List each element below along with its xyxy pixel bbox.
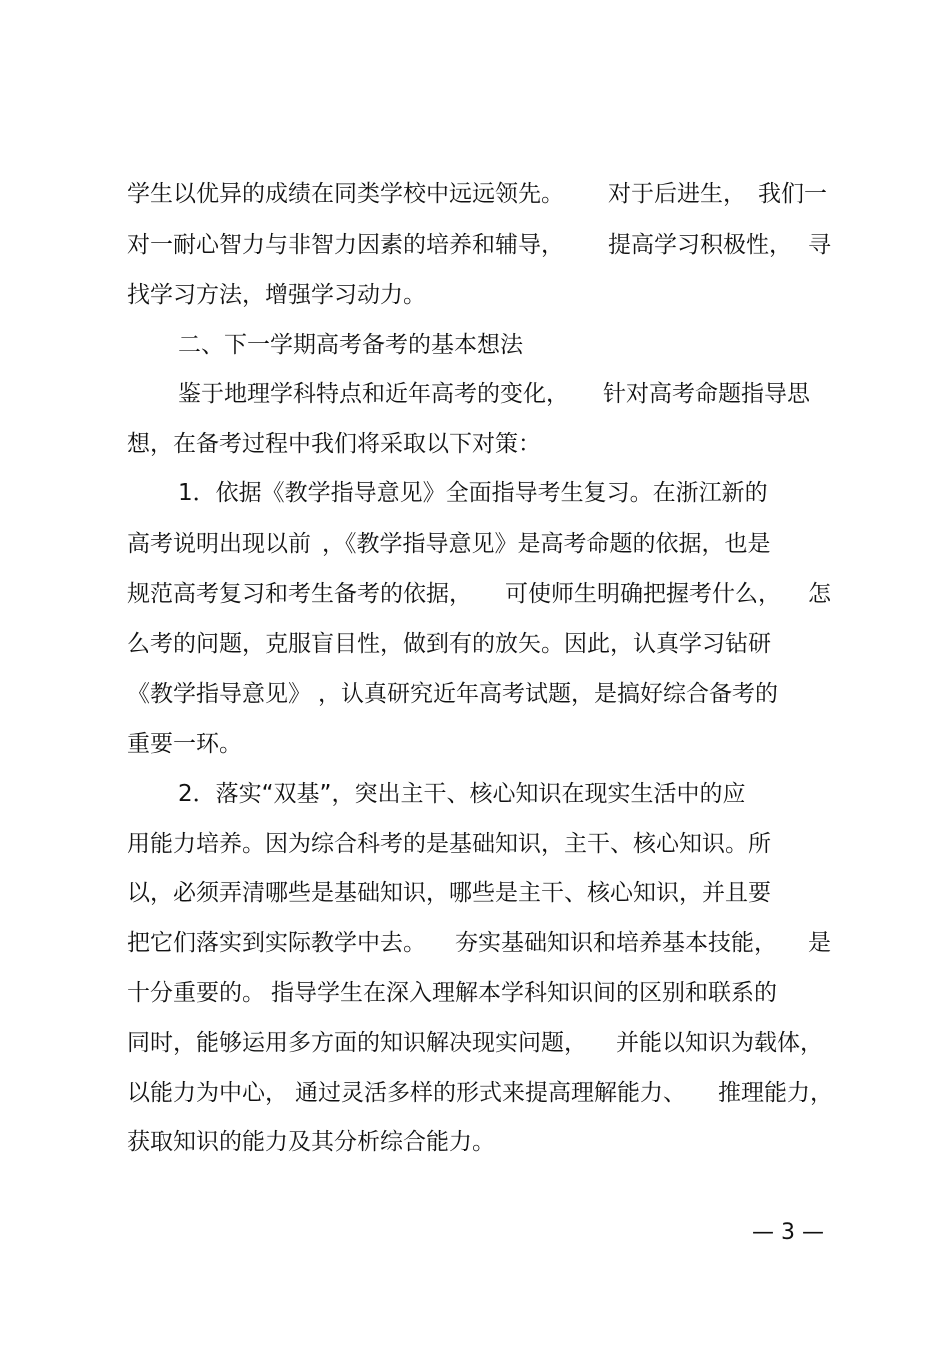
text-segment: 对一耐心智力与非智力因素的培养和辅导， [127, 232, 564, 258]
text-line [0, 626, 950, 662]
text-segment: 以，必须弄清哪些是基础知识，哪些是主干、核心知识，并且要 [127, 880, 771, 906]
text-segment: 并能以知识为载体， [616, 1030, 823, 1056]
text-segment: 规范高考复习和考生备考的依据， [127, 581, 472, 607]
text-line [0, 426, 950, 462]
text-segment: 《教学指导意见》 [127, 681, 311, 707]
text-segment: 鉴于地理学科特点和近年高考的变化， [178, 381, 569, 407]
text-line [0, 576, 950, 612]
text-segment: 用能力培养。因为综合科考的是基础知识，主干、核心知识。所 [127, 831, 771, 857]
text-segment: ，《教学指导意见》是高考命题的依据，也是 [322, 531, 771, 557]
text-segment: 是 [808, 930, 831, 956]
text-line [0, 826, 950, 862]
text-segment: 我们一 [758, 181, 827, 207]
text-line [0, 676, 950, 712]
text-segment: 想，在备考过程中我们将采取以下对策： [127, 431, 541, 457]
text-segment: 提高学习积极性， [608, 232, 792, 258]
section-heading [0, 327, 950, 363]
text-segment: 寻 [808, 232, 831, 258]
page-number: — 3 — [752, 1220, 824, 1245]
text-line [0, 1124, 950, 1160]
text-line [0, 1075, 950, 1111]
text-segment: 高考说明出现以前 [127, 531, 311, 557]
text-line [0, 1025, 950, 1061]
text-segment: 学生以优异的成绩在同类学校中远远领先。 [127, 181, 564, 207]
text-segment: 针对高考命题指导思 [603, 381, 810, 407]
text-segment: 通过灵活多样的形式来提高理解能力、 [295, 1080, 686, 1106]
text-segment: 指导学生在深入理解本学科知识间的区别和联系的 [271, 980, 777, 1006]
text-line [0, 726, 950, 762]
text-line [0, 526, 950, 562]
text-segment: ，认真研究近年高考试题，是搞好综合备考的 [318, 681, 778, 707]
text-segment: 十分重要的。 [127, 980, 265, 1006]
text-segment: 同时，能够运用多方面的知识解决现实问题， [127, 1030, 587, 1056]
text-segment: 2．落实“双基”，突出主干、核心知识在现实生活中的应 [178, 781, 746, 807]
text-line [0, 277, 950, 313]
text-segment: 推理能力， [718, 1080, 833, 1106]
text-segment: 对于后进生， [608, 181, 746, 207]
text-line [0, 376, 950, 412]
text-segment: 重要一环。 [127, 731, 242, 757]
text-segment: 把它们落实到实际教学中去。 [127, 930, 426, 956]
text-segment: 夯实基础知识和培养基本技能， [455, 930, 777, 956]
text-segment: 获取知识的能力及其分析综合能力。 [127, 1129, 495, 1155]
text-segment: 怎 [808, 581, 831, 607]
text-segment: 以能力为中心， [127, 1080, 288, 1106]
text-segment: 二、下一学期高考备考的基本想法 [178, 332, 523, 358]
text-line [0, 975, 950, 1011]
text-line [0, 475, 950, 511]
text-line [0, 176, 950, 212]
text-segment: 么考的问题，克服盲目性，做到有的放矢。因此，认真学习钻研 [127, 631, 771, 657]
text-segment: 可使师生明确把握考什么， [505, 581, 781, 607]
text-line [0, 875, 950, 911]
text-line [0, 925, 950, 961]
text-segment: 找学习方法，增强学习动力。 [127, 282, 426, 308]
text-line [0, 776, 950, 812]
text-segment: 1．依据《教学指导意见》全面指导考生复习。在浙江新的 [178, 480, 768, 506]
text-line [0, 227, 950, 263]
